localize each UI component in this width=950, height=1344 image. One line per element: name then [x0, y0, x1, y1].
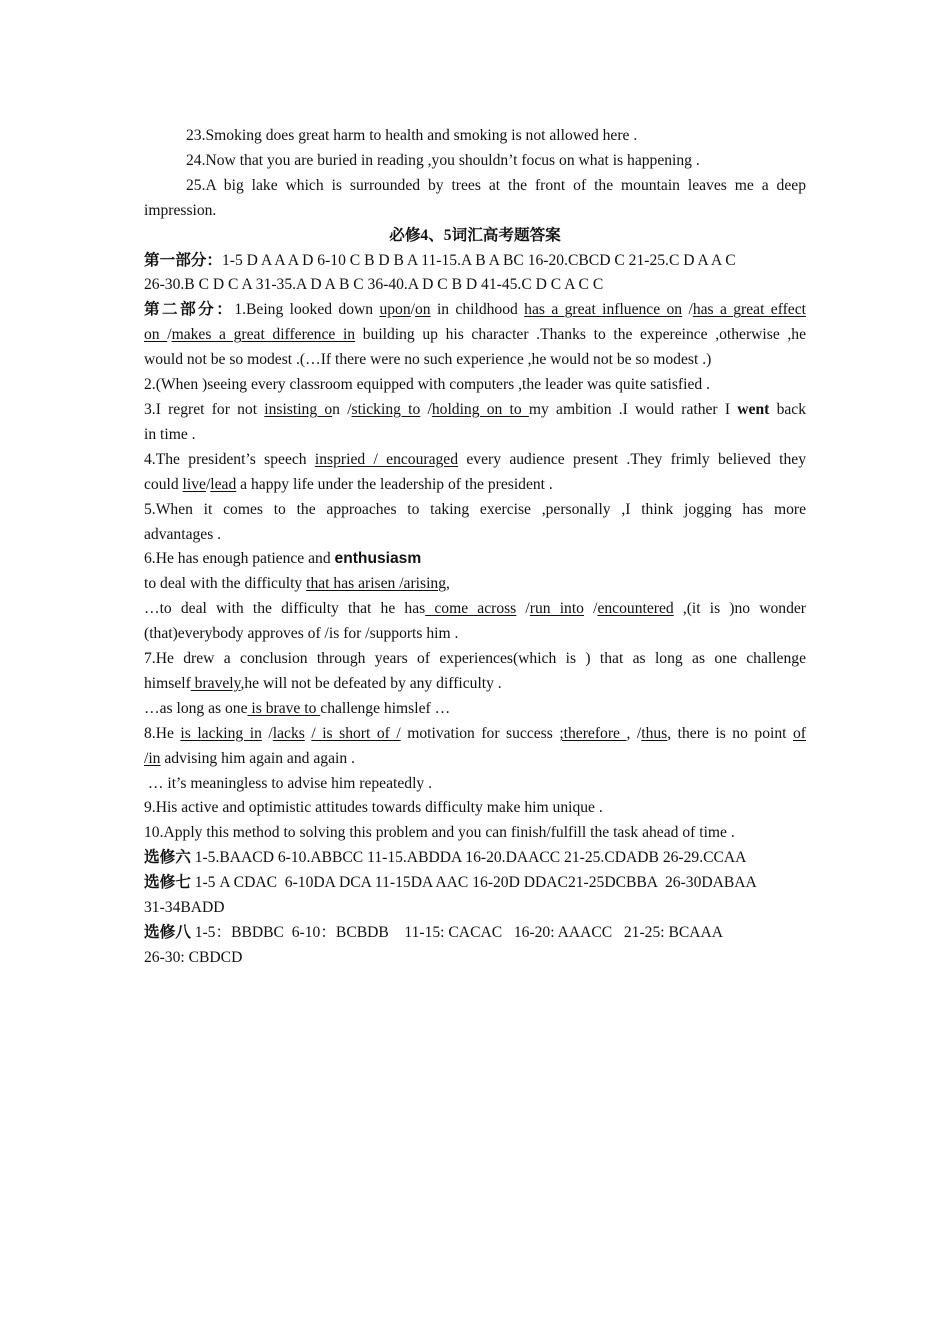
part1-label: 第一部分： [144, 251, 222, 269]
q8-line1: 8.He is lacking in /lacks / is short of / motivation for success ;therefore , /thus, there is no point of [144, 724, 806, 742]
q6-line3: …to deal with the difficulty that he has come across /run into /encountered ,(it is )no wonder [144, 600, 807, 618]
q4-line2: could live/lead a happy life under the leadership of the president . [144, 475, 553, 493]
q9-line: 9.His active and optimistic attitudes towards difficulty make him unique . [144, 799, 603, 817]
q4-line1: 4.The president’s speech inspried / encouraged every audience present .They frimly believed they [144, 450, 806, 468]
q1-line2: on /makes a great difference in building up his character .Thanks to the expereince ,otherwise ,he [144, 326, 806, 344]
q10-line: 10.Apply this method to solving this problem and you can finish/fulfill the task ahead of time . [144, 824, 735, 842]
elective8-line2: 26-30: CBDCD [144, 948, 243, 966]
q3-line1: 3.I regret for not insisting on /sticking to /holding on to my ambition .I would rather I went back [144, 400, 807, 418]
q2-line: 2.(When )seeing every classroom equipped with computers ,the leader was quite satisfied . [144, 376, 710, 394]
document-page [144, 124, 806, 971]
elective7-line2: 31-34BADD [144, 899, 225, 917]
q8-line3: … it’s meaningless to advise him repeatedly . [144, 774, 432, 792]
q7-line3: …as long as one is brave to challenge himslef … [144, 699, 451, 717]
sentence-25: 25.A big lake which is surrounded by trees at the front of the mountain leaves me a deep [186, 176, 806, 194]
elective8-line1: 选修八 1-5：BBDBC 6-10：BCBDB 11-15: CACAC 16-20: AAACC 21-25: BCAAA [144, 924, 724, 941]
q6-line4: (that)everybody approves of /is for /supports him . [144, 625, 459, 643]
q7-line1: 7.He drew a conclusion through years of experiences(which is ) that as long as one challenge [144, 650, 806, 668]
elective7-line1: 选修七 1-5 A CDAC 6-10DA DCA 11-15DA AAC 16-20D DDAC21-25DCBBA 26-30DABAA [144, 874, 757, 892]
q1-line3: would not be so modest .(…If there were no such experience ,he would not be so modest .) [144, 351, 712, 369]
part1-line2: 26-30.B C D C A 31-35.A D A B C 36-40.A D C B D 41-45.C D C A C C [144, 276, 604, 294]
q5-line1: 5.When it comes to the approaches to taking exercise ,personally ,I think jogging has more [144, 500, 806, 518]
part1-line1: 第一部分：1-5 D A A A D 6-10 C B D B A 11-15.A B A BC 16-20.CBCD C 21-25.C D A A C [144, 251, 736, 269]
q7-line2: himself bravely,he will not be defeated by any difficulty . [144, 674, 502, 692]
q6-line1: 6.He has enough patience and enthusiasm [144, 550, 422, 568]
q1-line1: 第二部分：1.Being looked down upon/on in childhood has a great influence on /has a great effect [144, 301, 806, 319]
sentence-25-cont: impression. [144, 201, 217, 219]
bold-word: enthusiasm [334, 550, 422, 568]
q3-line2: in time . [144, 425, 196, 443]
elective6-line: 选修六 1-5.BAACD 6-10.ABBCC 11-15.ABDDA 16-20.DAACC 21-25.CDADB 26-29.CCAA [144, 849, 747, 867]
answer-title: 必修4、5词汇高考题答案 [389, 226, 561, 244]
q8-line2: /in advising him again and again . [144, 749, 355, 767]
sentence-23: 23.Smoking does great harm to health and smoking is not allowed here . [186, 127, 638, 144]
q6-line2: to deal with the difficulty that has arisen /arising, [144, 575, 450, 593]
q5-line2: advantages . [144, 525, 222, 543]
sentence-24: 24.Now that you are buried in reading ,you shouldn’t focus on what is happening . [186, 151, 700, 169]
part2-label: 第二部分： [144, 301, 235, 319]
